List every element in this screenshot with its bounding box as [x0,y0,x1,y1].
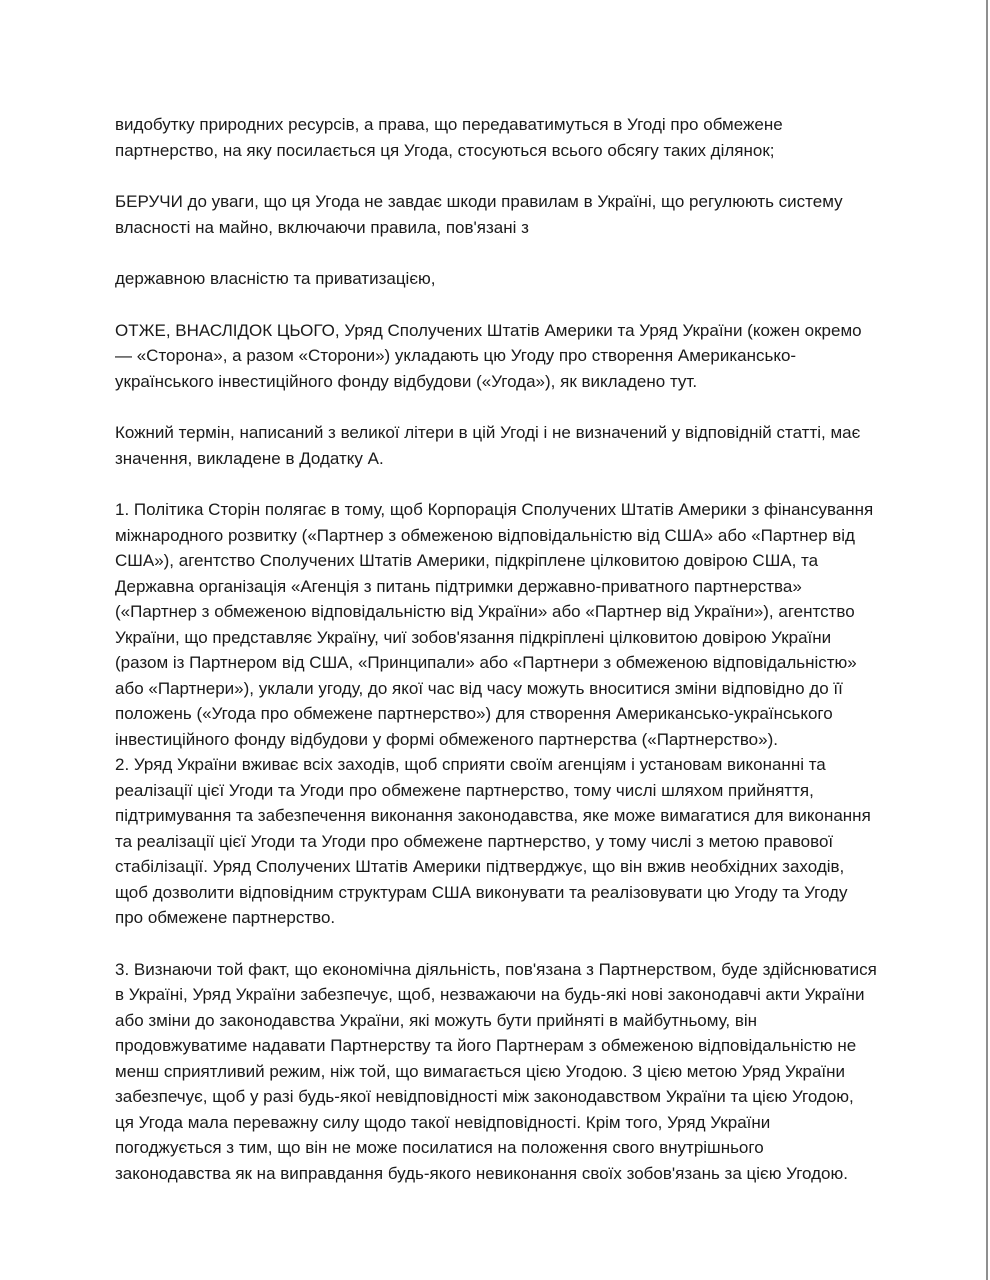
paragraph-clause-2: 2. Уряд України вживає всіх заходів, щоб сприяти своїм агенціям і установам виконанні та реалізації цієї Угоди та Угоди про обмежене партнерство, тому числі шляхом прийняття, підтримування та забезпечення виконання законодавства, яке може вимагатися для виконання та реалізації цієї Угоди та Угоди про обмежене партнерство, у тому числі з метою правової стабілізації. Уряд Сполучених Штатів Америки підтверджує, що він вжив необхідних заходів, щоб дозволити відповідним структурам США виконувати та реалізовувати цю Угоду та Угоду про обмежене партнерство. [115,755,871,927]
document-text-column [115,112,877,1186]
paragraph-definitions-note: Кожний термін, написаний з великої літери в цій Угоді і не визначений у відповідній статті, має значення, викладене в Додатку А. [115,423,861,468]
paragraph-clause-1: 1. Політика Сторін полягає в тому, щоб Корпорація Сполучених Штатів Америки з фінансування міжнародного розвитку («Партнер з обмеженою відповідальністю від США» або «Партнер від США»), агентство Сполучених Штатів Америки, підкріплене цілковитою довірою США, та Державна організація «Агенція з питань підтримки державно-приватного партнерства» («Партнер з обмеженою відповідальністю від України» або «Партнер від України»), агентство України, що представляє Україну, чиї зобов'язання підкріплені цілковитою довірою України (разом із Партнером від США, «Принципали» або «Партнери з обмеженою відповідальністю» або «Партнери»), уклали угоду, до якої час від часу можуть вноситися зміни відповідно до її положень («Угода про обмежене партнерство») для створення Американсько-українського інвестиційного фонду відбудови у формі обмеженого партнерства («Партнерство»). [115,500,874,749]
paragraph-preamble-mineral-rights: видобутку природних ресурсів, а права, що передаватимуться в Угоді про обмежене партнерство, на яку посилається ця Угода, стосуються всього обсягу таких ділянок; [115,115,783,160]
paragraph-preamble-state-property: державною власністю та приватизацією, [115,269,436,288]
paragraph-clause-3: 3. Визнаючи той факт, що економічна діяльність, пов'язана з Партнерством, буде здійснюватися в Україні, Уряд України забезпечує, щоб, незважаючи на будь-які нові законодавчі акти України або зміни до законодавства України, які можуть бути прийняті в майбутньому, він продовжуватиме надавати Партнерству та його Партнерам з обмеженою відповідальністю не менш сприятливий режим, ніж той, що вимагається цією Угодою. З цією метою Уряд України забезпечує, щоб у разі будь-якої невідповідності між законодавством України та цією Угодою, ця Угода мала переважну силу щодо такої невідповідності. Крім того, Уряд України погоджується з тим, що він не може посилатися на положення свого внутрішнього законодавства як на виправдання будь-якого невиконання своїх зобов'язань за цією Угодою. [115,959,877,1183]
paragraph-preamble-taking-note: БЕРУЧИ до уваги, що ця Угода не завдає шкоди правилам в Україні, що регулюють систему власності на майно, включаючи правила, пов'язані з [115,192,843,237]
page-right-edge-line [986,0,988,1280]
paragraph-preamble-therefore: ОТЖЕ, ВНАСЛІДОК ЦЬОГО, Уряд Сполучених Штатів Америки та Уряд України (кожен окремо — «Сторона», а разом «Сторони») укладають цю Угоду про створення Американсько-українського інвестиційного фонду відбудови («Угода»), як викладено тут. [115,320,862,391]
